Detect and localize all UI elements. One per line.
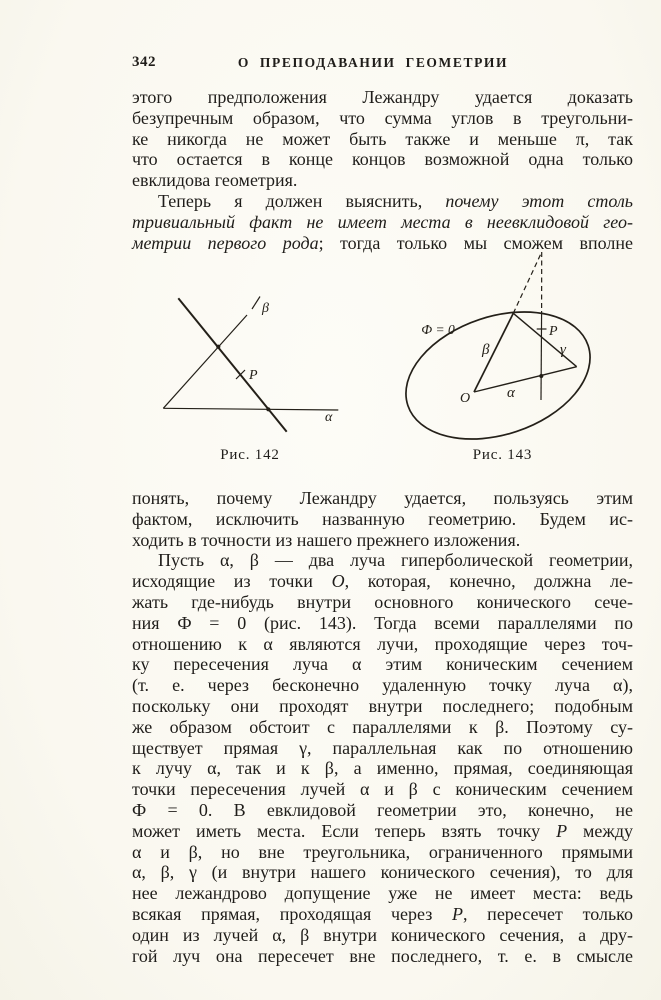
alpha-label: α: [507, 385, 515, 401]
gamma-label: γ: [560, 342, 566, 358]
text-segment: Теперь я должен выяснить,: [158, 190, 446, 211]
text-line: один из лучей α, β внутри конического сечения, а дру-: [132, 924, 633, 945]
beta-ray: [474, 313, 513, 392]
text-line: что остается в конце концов возможной одна только: [132, 149, 633, 170]
p-label: P: [549, 324, 558, 339]
text-line: же образом обстоит с параллелями к β. Поэтому су-: [132, 716, 633, 737]
text-line: евклидова геометрия.: [132, 170, 298, 191]
text-line: (т. е. через бесконечно удаленную точку луча α),: [132, 675, 633, 696]
alpha-ray: [474, 367, 577, 392]
alpha-line: [163, 408, 338, 410]
text-segment-italic: О: [331, 571, 345, 592]
text-line: [132, 191, 633, 212]
text-block-bottom: [132, 488, 633, 966]
text-segment: исходящие из точки: [132, 571, 332, 592]
text-line: точки пересечения лучей α и β с коническим сечением: [132, 779, 633, 800]
text-line: [132, 904, 633, 925]
text-segment-italic: Р: [556, 820, 568, 841]
text-line: к лучу α, так и к β, а именно, прямая, соединяющая: [132, 758, 633, 779]
text-segment: между: [567, 820, 633, 841]
text-line: Ф = 0. В евклидовой геометрии это, конечно, не: [132, 799, 633, 820]
text-segment-italic: почему этот столь: [445, 190, 633, 211]
vertical-construction-solid: [541, 311, 542, 400]
intersection-dot: [266, 407, 270, 411]
text-line: понять, почему Лежандру удается, пользуясь этим: [132, 488, 633, 508]
transversal-line-through-p: [178, 298, 286, 431]
text-line: ке никогда не может быть также и меньше π, так: [132, 128, 633, 149]
text-line: Пусть α, β — два луча гиперболической геометрии,: [158, 550, 633, 571]
beta-label: β: [262, 301, 269, 316]
text-line: гой луч она пересечет вне последнего, т. е. в смысле: [132, 945, 633, 966]
text-block-top: [132, 87, 633, 253]
text-line: α, β, γ (и внутри нашего конического сечения), то для: [132, 862, 633, 883]
text-line: [132, 571, 633, 592]
text-segment: , которая, конечно, должна ле-: [344, 571, 634, 592]
text-line: α и β, но вне треугольника, ограниченного прямыми: [132, 841, 633, 862]
text-segment: всякая прямая, проходящая через: [132, 903, 452, 924]
beta-extension-dashed: [513, 252, 541, 313]
o-label: O: [460, 391, 471, 406]
text-segment-italic: Р: [452, 903, 463, 924]
beta-ray: [163, 315, 247, 408]
text-line: отношению к α являются лучи, проходящие через точ-: [132, 633, 633, 654]
text-line: жать где-нибудь внутри основного конического сече-: [132, 591, 633, 612]
figure-143-caption: Рис. 143: [472, 447, 533, 463]
text-line: этого предположения Лежандру удается доказать: [132, 87, 633, 107]
phi-equals-zero-label: Ф = 0: [421, 322, 455, 337]
beta-label: β: [482, 342, 490, 358]
figure-142-caption: Рис. 142: [220, 447, 280, 463]
figure-143-drawing: [395, 245, 610, 445]
running-head: О ПРЕПОДАВАНИИ ГЕОМЕТРИИ: [237, 55, 509, 70]
alpha-label: α: [325, 410, 333, 425]
text-line: тривиальный факт не имеет места в неевклидовой гео-: [132, 211, 633, 232]
text-line: безупречным образом, что сумма углов в треугольни-: [132, 107, 633, 128]
intersection-dot: [216, 345, 220, 349]
text-line: [132, 821, 633, 842]
text-line: ществует прямая γ, параллельная как по отношению: [132, 737, 633, 758]
text-line: ку пересечения луча α этим коническим сечением: [132, 654, 633, 675]
figure-142-drawing: [150, 288, 350, 468]
text-line: ния Ф = 0 (рис. 143). Тогда всеми параллелями по: [132, 612, 633, 633]
text-segment: ; тогда только мы сможем вполне: [318, 232, 633, 253]
text-line: фактом, исключить названную геометрию. Будем ис-: [132, 508, 633, 529]
text-line: нее лежандрово допущение уже не имеет места: ведь: [132, 883, 633, 904]
intersection-dot: [539, 374, 543, 378]
p-label: P: [249, 368, 258, 383]
page-number: 342: [132, 54, 156, 70]
text-segment: , пересечет только: [463, 903, 633, 924]
text-segment: может иметь места. Если теперь взять точку: [132, 820, 557, 841]
text-line: ходить в точности из нашего прежнего изложения.: [132, 529, 521, 550]
beta-ray-tip: [252, 297, 260, 310]
text-segment-italic: метрии первого рода: [132, 232, 319, 253]
text-line: поскольку они проходят внутри последнего; подобным: [132, 695, 633, 716]
